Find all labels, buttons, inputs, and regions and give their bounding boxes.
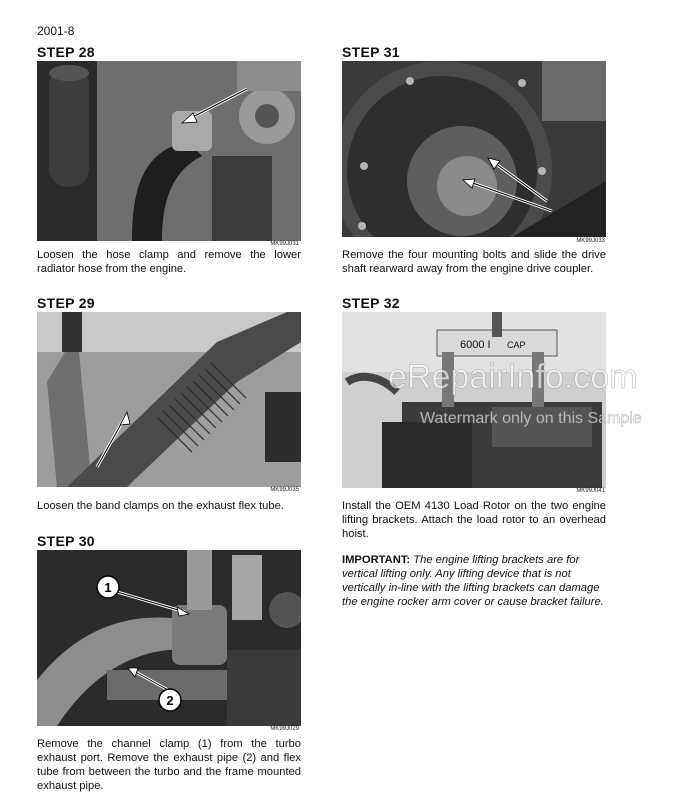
step-30-caption: Remove the channel clamp (1) from the turbo exhaust port. Remove the exhaust pipe (2) and flex tube from between the turbo and the frame mounted exhaust pipe. (37, 738, 301, 792)
step-31-photo (342, 61, 606, 237)
watermark-sub: Watermark only on this Sample (420, 410, 642, 427)
callout-2: 2 (166, 693, 174, 708)
watermark-main: eRepairInfo.com (388, 358, 638, 396)
step-31-fig-code: MK99J033 (576, 238, 605, 244)
step-28-photo (37, 61, 301, 241)
step-30-photo (37, 550, 301, 726)
step-30-fig-code: MK99J029 (270, 726, 299, 732)
step-31-title: STEP 31 (342, 44, 400, 60)
page-number: 2001-8 (37, 24, 75, 38)
step-28-fig-code: MK99J031 (270, 241, 299, 247)
important-note (342, 553, 610, 609)
step-29-title: STEP 29 (37, 295, 95, 311)
step-28-title: STEP 28 (37, 44, 95, 60)
rotor-label-2: CAP (507, 340, 526, 350)
step-29-caption: Loosen the band clamps on the exhaust flex tube. (37, 500, 284, 512)
callout-1: 1 (104, 580, 112, 595)
important-label: IMPORTANT: (342, 554, 411, 566)
step-29-fig-code: MK99J035 (270, 487, 299, 493)
rotor-label: 6000 I (460, 339, 491, 351)
step-32-title: STEP 32 (342, 295, 400, 311)
step-31-caption: Remove the four mounting bolts and slide the drive shaft rearward away from the engine drive coupler. (342, 249, 606, 275)
step-32-caption: Install the OEM 4130 Load Rotor on the two engine lifting brackets. Attach the load rotor to an overhead hoist. (342, 500, 606, 540)
step-28-caption: Loosen the hose clamp and remove the lower radiator hose from the engine. (37, 249, 301, 275)
step-32-photo (342, 312, 606, 488)
step-32-fig-code: MK99J041 (576, 488, 605, 494)
step-29-photo (37, 312, 301, 487)
step-30-title: STEP 30 (37, 533, 95, 549)
important-text: The engine lifting brackets are for vertical lifting only. Any lifting device that is not vertically in-line with the lifting brackets can damage the engine rocker arm cover or cause bracket failure. (342, 554, 604, 608)
